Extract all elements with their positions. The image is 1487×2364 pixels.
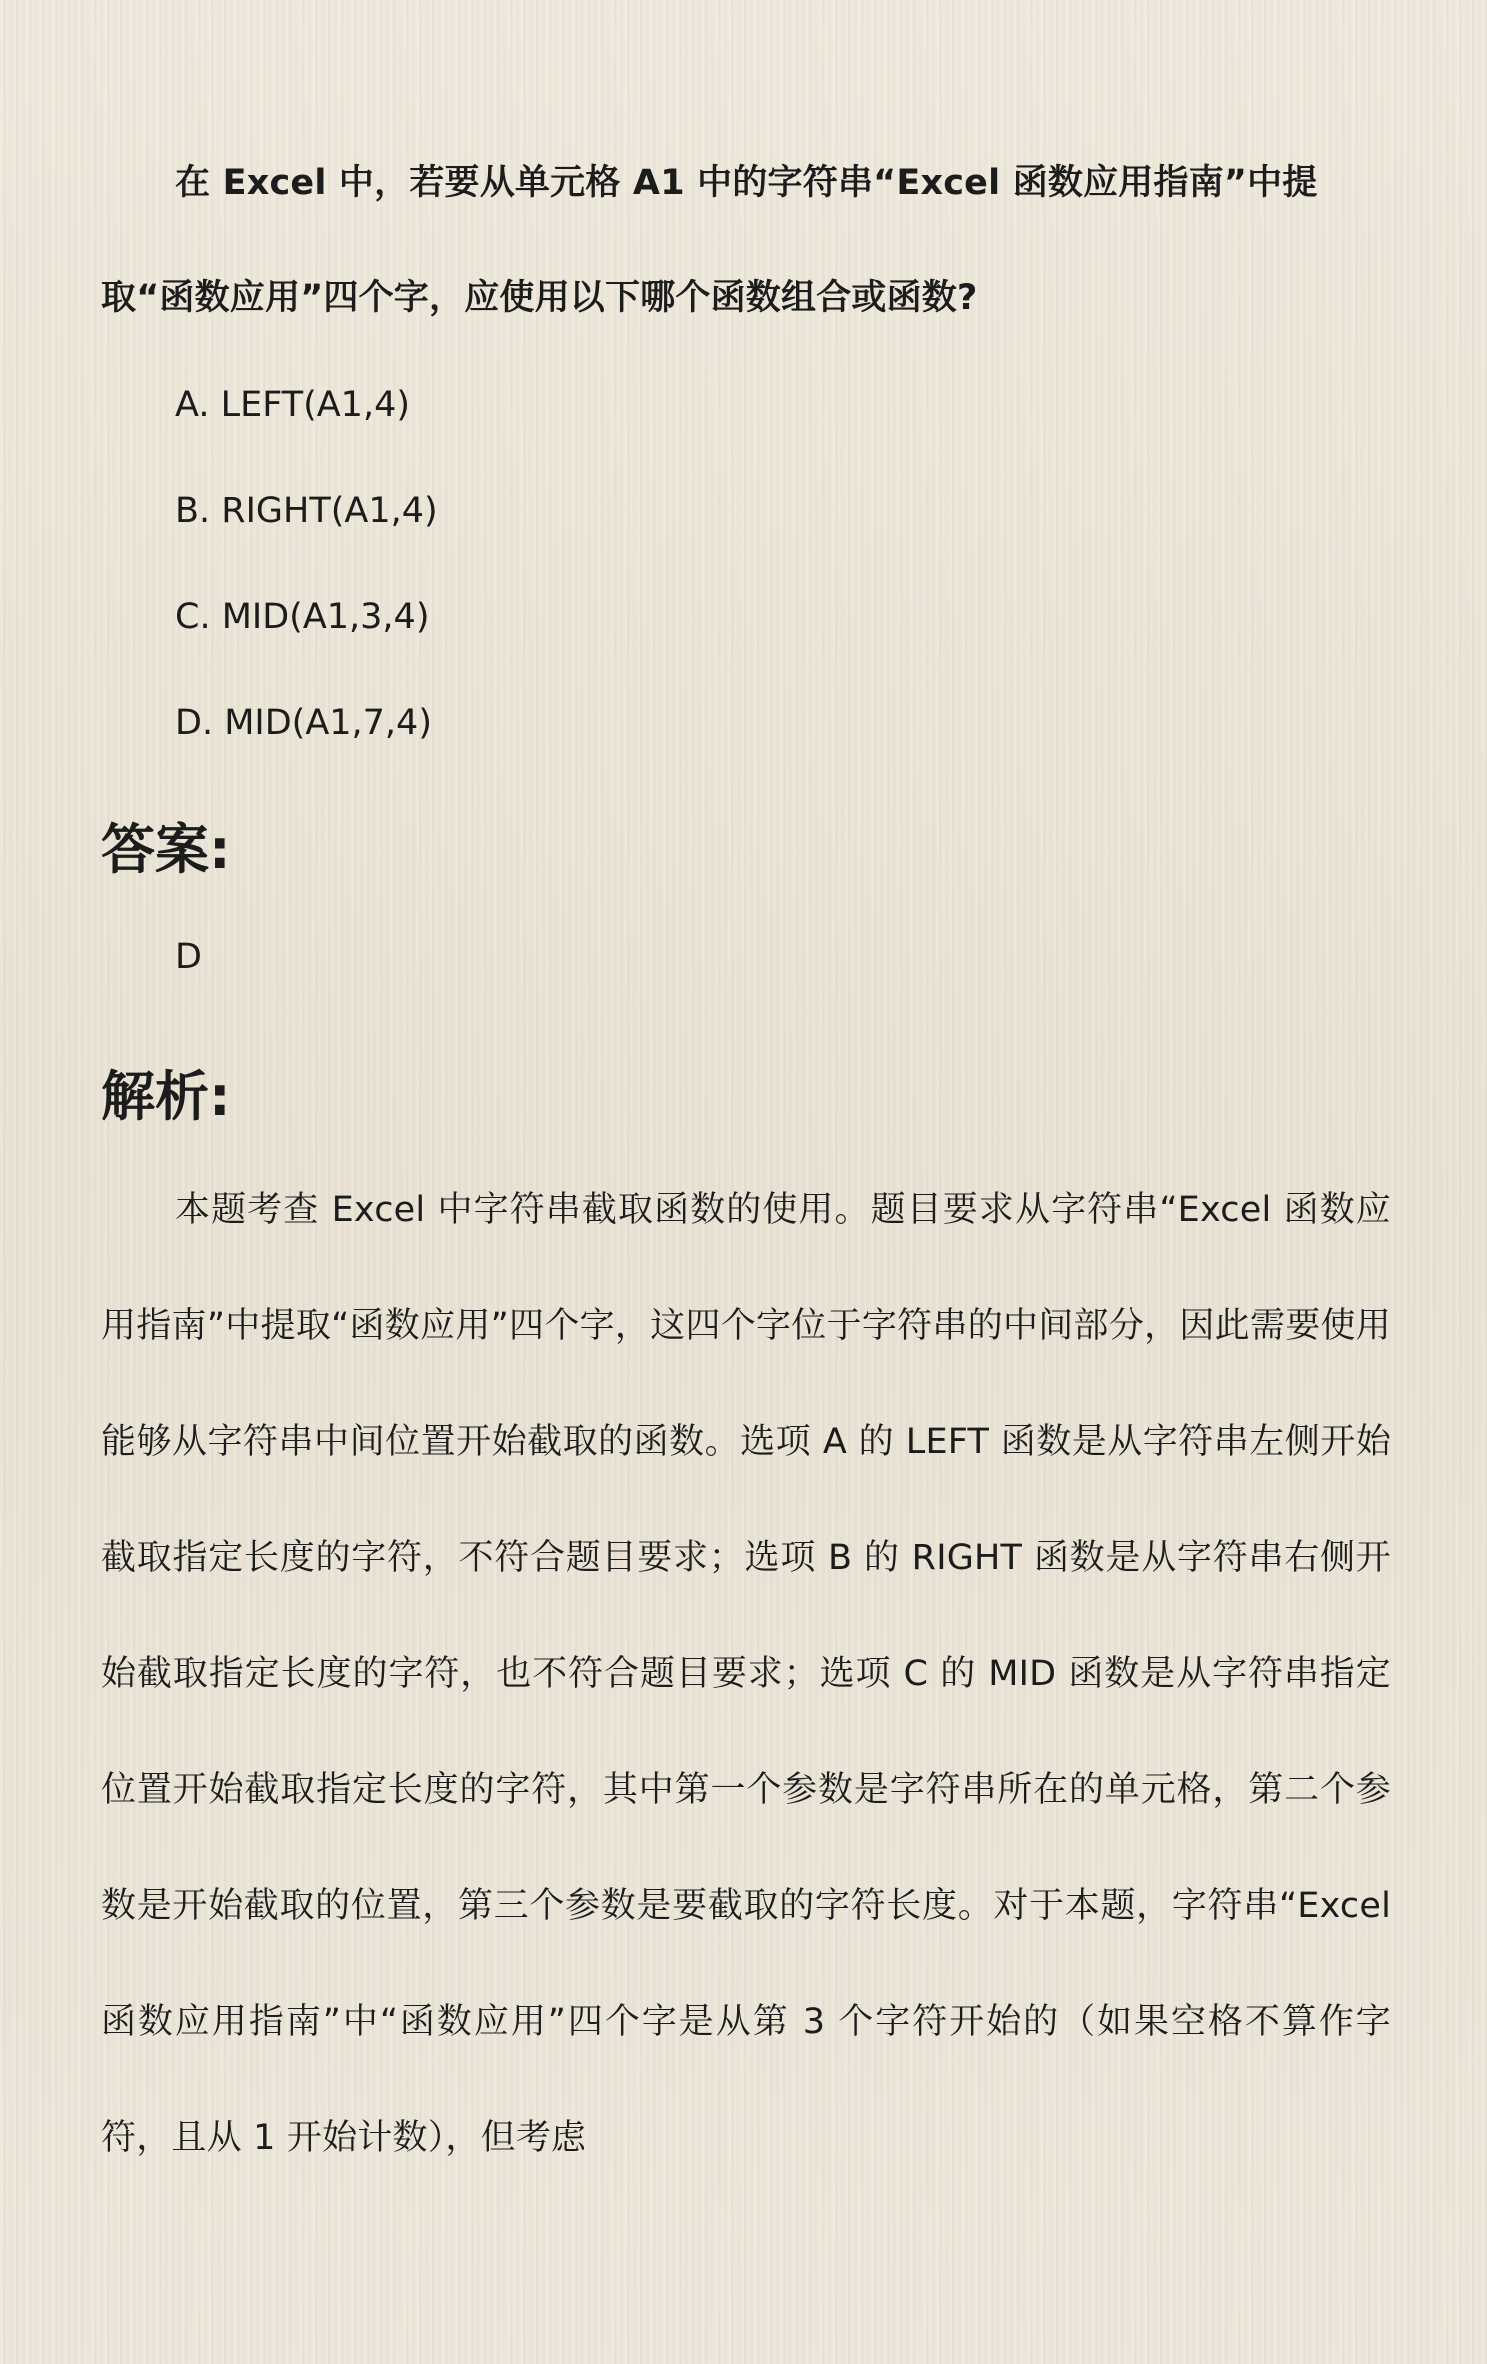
analysis-text: 本题考查 Excel 中字符串截取函数的使用。题目要求从字符串“Excel 函数应用指南”中提取“函数应用”四个字，这四个字位于字符串的中间部分，因此需要使用能够从字符串中间位置开始截取的函数。选项 A 的 LEFT 函数是从字符串左侧开始截取指定长度的字符，不符合题目要求；选项 B 的 RIGHT 函数是从字符串右侧开始截取指定长度的字符，也不符合题目要求；选项 C 的 MID 函数是从字符串指定位置开始截取指定长度的字符，其中第一个参数是字符串所在的单元格，第二个参数是开始截取的位置，第三个参数是要截取的字符长度。对于本题，字符串“Excel 函数应用指南”中“函数应用”四个字是从第 3 个字符开始的（如果空格不算作字符，且从 1 开始计数），但考虑 [101,1190,1391,2158]
analysis-heading: 解析: [101,1065,231,1128]
question-text: 在 Excel 中，若要从单元格 A1 中的字符串“Excel 函数应用指南”中提取“函数应用”四个字，应使用以下哪个函数组合或函数? [101,163,1318,318]
answer-value: D [175,937,202,977]
option-a: A. LEFT(A1,4) [175,385,411,425]
answer-heading: 答案: [101,818,231,881]
options-list [175,352,1465,776]
option-b: B. RIGHT(A1,4) [175,491,438,531]
option-d: D. MID(A1,7,4) [175,703,432,743]
option-c: C. MID(A1,3,4) [175,597,430,637]
